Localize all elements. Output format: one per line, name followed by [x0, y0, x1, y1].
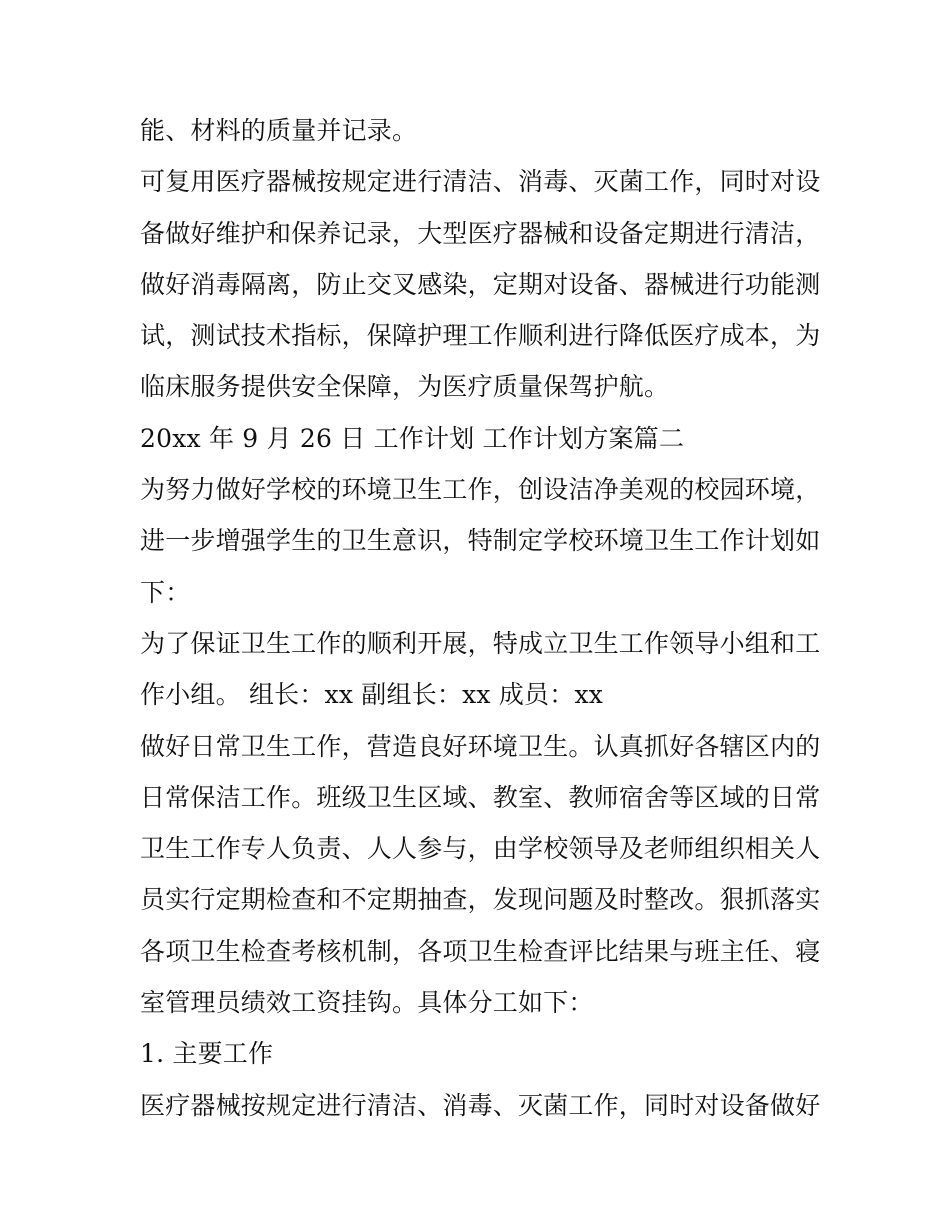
document-body [140, 105, 830, 1131]
text-line: 为了保证卫生工作的顺利开展，特成立卫生工作领导小组和工 [140, 628, 821, 658]
text-line: 员实行定期检查和不定期抽查，发现问题及时整改。狠抓落实 [140, 885, 821, 915]
text-line: 能、材料的质量并记录。 [140, 116, 418, 145]
text-line: 临床服务提供安全保障，为医疗质量保驾护航。 [140, 372, 670, 402]
text-line: 试，测试技术指标，保障护理工作顺利进行降低医疗成本，为 [140, 321, 821, 351]
text-line: 各项卫生检查考核机制，各项卫生检查评比结果与班主任、寝 [140, 936, 821, 966]
text-line: 进一步增强学生的卫生意识，特制定学校环境卫生工作计划如 [140, 526, 821, 556]
text-line: 日常保洁工作。班级卫生区域、教室、教师宿舍等区域的日常 [140, 782, 821, 812]
text-line: 作小组。 组长：xx 副组长：xx 成员：xx [140, 680, 604, 710]
text-line: 下： [140, 577, 191, 607]
text-line: 为努力做好学校的环境卫生工作，创设洁净美观的校园环境， [140, 475, 821, 505]
text-line: 室管理员绩效工资挂钩。具体分工如下： [140, 988, 594, 1018]
text-line: 卫生工作专人负责、人人参与，由学校领导及老师组织相关人 [140, 834, 821, 864]
section-heading: 20xx 年 9 月 26 日 工作计划 工作计划方案篇二 [140, 423, 685, 453]
text-line: 医疗器械按规定进行清洁、消毒、灭菌工作，同时对设备做好 [140, 1090, 821, 1120]
text-line: 做好消毒隔离，防止交叉感染，定期对设备、器械进行功能测 [140, 269, 821, 299]
text-line: 备做好维护和保养记录，大型医疗器械和设备定期进行清洁， [140, 218, 821, 248]
text-line: 可复用医疗器械按规定进行清洁、消毒、灭菌工作，同时对设 [140, 167, 821, 197]
text-line: 做好日常卫生工作，营造良好环境卫生。认真抓好各辖区内的 [140, 731, 821, 761]
list-item-heading: 1. 主要工作 [140, 1039, 274, 1069]
